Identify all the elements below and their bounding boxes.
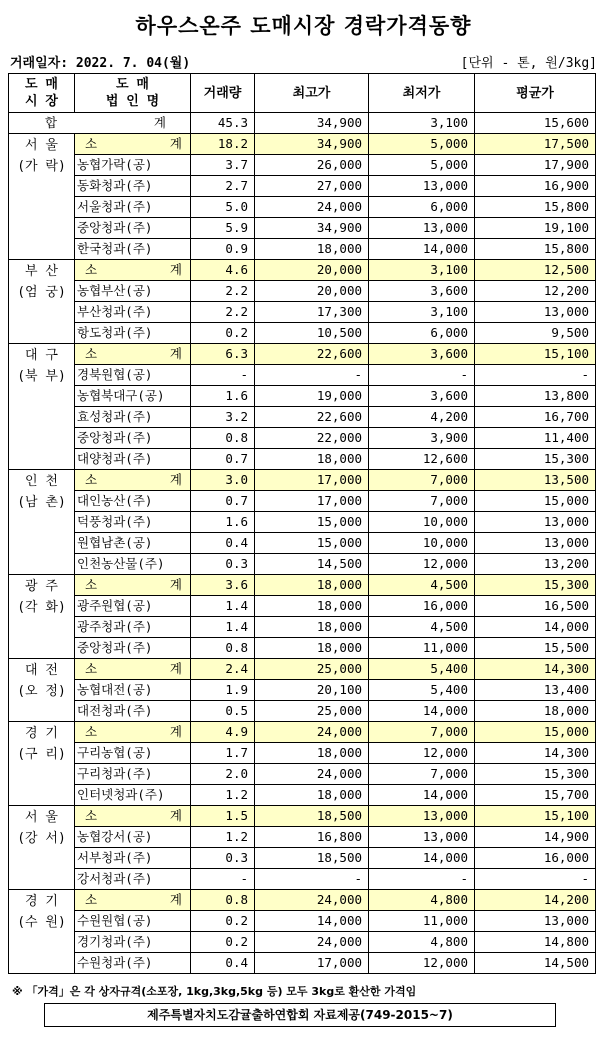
cell-max: 22,600 [255, 407, 369, 428]
table-row [9, 953, 596, 974]
cell-min: - [369, 365, 475, 386]
company-name: 경북원협(공) [75, 365, 191, 386]
cell-min: 12,000 [369, 953, 475, 974]
subtotal-volume: 2.4 [191, 659, 255, 680]
subtotal-avg: 17,500 [475, 134, 596, 155]
cell-min: 12,000 [369, 743, 475, 764]
subtotal-row [9, 659, 596, 680]
cell-avg: 16,700 [475, 407, 596, 428]
cell-avg: 15,700 [475, 785, 596, 806]
cell-max: 18,000 [255, 617, 369, 638]
cell-max: 18,000 [255, 638, 369, 659]
subtotal-row [9, 575, 596, 596]
cell-max: 15,000 [255, 512, 369, 533]
cell-min: 4,800 [369, 932, 475, 953]
cell-min: 11,000 [369, 911, 475, 932]
cell-min: 12,600 [369, 449, 475, 470]
header-company: 도 매 법 인 명 [75, 74, 191, 113]
cell-volume: 2.2 [191, 302, 255, 323]
company-name: 광주원협(공) [75, 596, 191, 617]
subtotal-label: 소 계 [75, 260, 191, 281]
company-name: 수원청과(주) [75, 953, 191, 974]
cell-max: - [255, 365, 369, 386]
table-row [9, 512, 596, 533]
cell-volume: 0.8 [191, 428, 255, 449]
cell-volume: 5.9 [191, 218, 255, 239]
table-row [9, 155, 596, 176]
cell-volume: - [191, 365, 255, 386]
subtotal-min: 4,800 [369, 890, 475, 911]
subtotal-volume: 4.9 [191, 722, 255, 743]
cell-min: 13,000 [369, 218, 475, 239]
region-name: 경 기 (수 원) [9, 890, 75, 974]
cell-max: 18,000 [255, 239, 369, 260]
subtotal-max: 18,000 [255, 575, 369, 596]
subtotal-label: 소 계 [75, 470, 191, 491]
header-volume: 거래량 [191, 74, 255, 113]
subtotal-volume: 18.2 [191, 134, 255, 155]
company-name: 항도청과(주) [75, 323, 191, 344]
cell-min: 14,000 [369, 239, 475, 260]
trade-date: 거래일자: 2022. 7. 04(월) [10, 56, 191, 71]
cell-avg: 14,900 [475, 827, 596, 848]
cell-volume: 1.4 [191, 596, 255, 617]
subtotal-label: 소 계 [75, 722, 191, 743]
subtotal-label: 소 계 [75, 134, 191, 155]
source-box: 제주특별자치도감귤출하연합회 자료제공(749-2015~7) [44, 1003, 556, 1027]
cell-volume: - [191, 869, 255, 890]
cell-volume: 0.5 [191, 701, 255, 722]
cell-min: 4,500 [369, 617, 475, 638]
cell-min: 3,600 [369, 386, 475, 407]
table-row [9, 323, 596, 344]
subtotal-min: 3,600 [369, 344, 475, 365]
report-subheader [10, 52, 597, 70]
table-row [9, 785, 596, 806]
cell-min: 16,000 [369, 596, 475, 617]
table-row [9, 239, 596, 260]
cell-volume: 0.3 [191, 554, 255, 575]
cell-avg: - [475, 365, 596, 386]
company-name: 강서청과(주) [75, 869, 191, 890]
table-row [9, 638, 596, 659]
cell-min: 5,000 [369, 155, 475, 176]
cell-max: 10,500 [255, 323, 369, 344]
cell-avg: 13,800 [475, 386, 596, 407]
subtotal-avg: 14,300 [475, 659, 596, 680]
cell-max: 17,000 [255, 953, 369, 974]
cell-volume: 0.4 [191, 953, 255, 974]
subtotal-min: 7,000 [369, 722, 475, 743]
region-name: 대 전 (오 정) [9, 659, 75, 722]
cell-min: 4,200 [369, 407, 475, 428]
price-table [8, 73, 596, 974]
subtotal-label: 소 계 [75, 659, 191, 680]
cell-avg: 11,400 [475, 428, 596, 449]
cell-max: 15,000 [255, 533, 369, 554]
cell-min: 7,000 [369, 764, 475, 785]
company-name: 대양청과(주) [75, 449, 191, 470]
subtotal-max: 34,900 [255, 134, 369, 155]
table-row [9, 743, 596, 764]
subtotal-label: 소 계 [75, 890, 191, 911]
total-avg: 15,600 [475, 113, 596, 134]
cell-max: 24,000 [255, 197, 369, 218]
cell-volume: 0.2 [191, 911, 255, 932]
region-name: 서 울 (강 서) [9, 806, 75, 890]
cell-volume: 5.0 [191, 197, 255, 218]
cell-avg: 15,300 [475, 764, 596, 785]
cell-avg: 16,500 [475, 596, 596, 617]
subtotal-row [9, 722, 596, 743]
subtotal-min: 4,500 [369, 575, 475, 596]
total-max: 34,900 [255, 113, 369, 134]
unit-label: [단위 - 톤, 원/3kg] [460, 56, 597, 71]
cell-max: 14,000 [255, 911, 369, 932]
cell-max: 14,500 [255, 554, 369, 575]
cell-max: 27,000 [255, 176, 369, 197]
cell-volume: 1.2 [191, 785, 255, 806]
cell-min: 3,900 [369, 428, 475, 449]
company-name: 대인농산(주) [75, 491, 191, 512]
company-name: 동화청과(주) [75, 176, 191, 197]
cell-max: 18,500 [255, 848, 369, 869]
cell-volume: 0.7 [191, 449, 255, 470]
header-market: 도 매 시 장 [9, 74, 75, 113]
total-row [9, 113, 596, 134]
cell-avg: 14,500 [475, 953, 596, 974]
cell-avg: - [475, 869, 596, 890]
cell-avg: 15,000 [475, 491, 596, 512]
subtotal-label: 소 계 [75, 806, 191, 827]
cell-max: 17,000 [255, 491, 369, 512]
cell-max: 26,000 [255, 155, 369, 176]
cell-avg: 15,800 [475, 239, 596, 260]
cell-min: 10,000 [369, 512, 475, 533]
cell-volume: 0.2 [191, 932, 255, 953]
table-row [9, 764, 596, 785]
cell-volume: 0.2 [191, 323, 255, 344]
region-name: 광 주 (각 화) [9, 575, 75, 659]
subtotal-min: 5,000 [369, 134, 475, 155]
table-row [9, 302, 596, 323]
subtotal-max: 18,500 [255, 806, 369, 827]
table-row [9, 911, 596, 932]
cell-max: 20,000 [255, 281, 369, 302]
table-row [9, 428, 596, 449]
table-row [9, 617, 596, 638]
region-name: 부 산 (엄 궁) [9, 260, 75, 344]
cell-max: 20,100 [255, 680, 369, 701]
subtotal-label: 소 계 [75, 575, 191, 596]
cell-min: 7,000 [369, 491, 475, 512]
subtotal-volume: 0.8 [191, 890, 255, 911]
subtotal-max: 24,000 [255, 890, 369, 911]
subtotal-max: 17,000 [255, 470, 369, 491]
table-row [9, 407, 596, 428]
footnote: ※ 「가격」은 각 상자규격(소포장, 1kg,3kg,5kg 등) 모두 3kg로 환산한 가격임 [12, 985, 417, 998]
subtotal-row [9, 806, 596, 827]
subtotal-min: 13,000 [369, 806, 475, 827]
cell-min: 13,000 [369, 827, 475, 848]
cell-min: 5,400 [369, 680, 475, 701]
region-name: 서 울 (가 락) [9, 134, 75, 260]
cell-volume: 1.6 [191, 386, 255, 407]
company-name: 부산청과(주) [75, 302, 191, 323]
cell-avg: 13,000 [475, 911, 596, 932]
subtotal-max: 25,000 [255, 659, 369, 680]
cell-avg: 13,000 [475, 302, 596, 323]
table-row [9, 449, 596, 470]
company-name: 서울청과(주) [75, 197, 191, 218]
table-header-row [9, 74, 596, 113]
cell-volume: 0.7 [191, 491, 255, 512]
company-name: 구리청과(주) [75, 764, 191, 785]
region-name: 대 구 (북 부) [9, 344, 75, 470]
cell-avg: 14,000 [475, 617, 596, 638]
subtotal-volume: 6.3 [191, 344, 255, 365]
subtotal-min: 3,100 [369, 260, 475, 281]
company-name: 인터넷청과(주) [75, 785, 191, 806]
cell-max: 18,000 [255, 449, 369, 470]
company-name: 효성청과(주) [75, 407, 191, 428]
cell-volume: 1.2 [191, 827, 255, 848]
cell-max: 18,000 [255, 596, 369, 617]
table-row [9, 596, 596, 617]
company-name: 대전청과(주) [75, 701, 191, 722]
region-name: 인 천 (남 촌) [9, 470, 75, 575]
cell-avg: 13,000 [475, 512, 596, 533]
subtotal-avg: 14,200 [475, 890, 596, 911]
company-name: 수원원협(공) [75, 911, 191, 932]
company-name: 경기청과(주) [75, 932, 191, 953]
total-min: 3,100 [369, 113, 475, 134]
cell-volume: 1.9 [191, 680, 255, 701]
company-name: 농협강서(공) [75, 827, 191, 848]
cell-avg: 15,500 [475, 638, 596, 659]
company-name: 중앙청과(주) [75, 218, 191, 239]
cell-avg: 13,400 [475, 680, 596, 701]
cell-min: - [369, 869, 475, 890]
table-row [9, 533, 596, 554]
cell-min: 12,000 [369, 554, 475, 575]
cell-max: 34,900 [255, 218, 369, 239]
cell-min: 10,000 [369, 533, 475, 554]
table-row [9, 281, 596, 302]
table-row [9, 365, 596, 386]
table-row [9, 701, 596, 722]
company-name: 중앙청과(주) [75, 638, 191, 659]
subtotal-volume: 3.0 [191, 470, 255, 491]
cell-avg: 16,000 [475, 848, 596, 869]
header-max: 최고가 [255, 74, 369, 113]
cell-avg: 14,300 [475, 743, 596, 764]
header-min: 최저가 [369, 74, 475, 113]
header-avg: 평균가 [475, 74, 596, 113]
cell-min: 14,000 [369, 848, 475, 869]
cell-volume: 3.7 [191, 155, 255, 176]
table-row [9, 869, 596, 890]
total-volume: 45.3 [191, 113, 255, 134]
subtotal-avg: 15,100 [475, 344, 596, 365]
table-row [9, 932, 596, 953]
subtotal-label: 소 계 [75, 344, 191, 365]
table-row [9, 680, 596, 701]
cell-max: 16,800 [255, 827, 369, 848]
subtotal-volume: 1.5 [191, 806, 255, 827]
company-name: 덕풍청과(주) [75, 512, 191, 533]
cell-avg: 13,200 [475, 554, 596, 575]
cell-min: 3,100 [369, 302, 475, 323]
company-name: 농협대전(공) [75, 680, 191, 701]
table-row [9, 218, 596, 239]
cell-volume: 3.2 [191, 407, 255, 428]
company-name: 구리농협(공) [75, 743, 191, 764]
cell-max: 18,000 [255, 785, 369, 806]
subtotal-volume: 3.6 [191, 575, 255, 596]
cell-volume: 2.2 [191, 281, 255, 302]
company-name: 한국청과(주) [75, 239, 191, 260]
table-row [9, 491, 596, 512]
cell-volume: 1.7 [191, 743, 255, 764]
cell-min: 13,000 [369, 176, 475, 197]
table-row [9, 848, 596, 869]
cell-avg: 14,800 [475, 932, 596, 953]
company-name: 인천농산물(주) [75, 554, 191, 575]
subtotal-max: 24,000 [255, 722, 369, 743]
company-name: 농협부산(공) [75, 281, 191, 302]
subtotal-avg: 12,500 [475, 260, 596, 281]
company-name: 원협남촌(공) [75, 533, 191, 554]
subtotal-row [9, 260, 596, 281]
table-row [9, 827, 596, 848]
cell-avg: 19,100 [475, 218, 596, 239]
cell-max: 24,000 [255, 932, 369, 953]
table-row [9, 554, 596, 575]
region-name: 경 기 (구 리) [9, 722, 75, 806]
cell-max: 17,300 [255, 302, 369, 323]
subtotal-row [9, 344, 596, 365]
company-name: 농협가락(공) [75, 155, 191, 176]
company-name: 서부청과(주) [75, 848, 191, 869]
subtotal-volume: 4.6 [191, 260, 255, 281]
cell-avg: 13,000 [475, 533, 596, 554]
cell-avg: 15,300 [475, 449, 596, 470]
cell-avg: 16,900 [475, 176, 596, 197]
page-title: 하우스온주 도매시장 경락가격동향 [135, 14, 472, 38]
cell-max: 24,000 [255, 764, 369, 785]
cell-min: 14,000 [369, 785, 475, 806]
cell-max: 19,000 [255, 386, 369, 407]
subtotal-avg: 13,500 [475, 470, 596, 491]
cell-min: 14,000 [369, 701, 475, 722]
company-name: 농협북대구(공) [75, 386, 191, 407]
subtotal-avg: 15,300 [475, 575, 596, 596]
cell-max: 22,000 [255, 428, 369, 449]
subtotal-avg: 15,100 [475, 806, 596, 827]
cell-volume: 2.7 [191, 176, 255, 197]
cell-min: 3,600 [369, 281, 475, 302]
company-name: 광주청과(주) [75, 617, 191, 638]
subtotal-max: 20,000 [255, 260, 369, 281]
cell-volume: 2.0 [191, 764, 255, 785]
table-row [9, 197, 596, 218]
cell-min: 6,000 [369, 323, 475, 344]
cell-min: 11,000 [369, 638, 475, 659]
cell-avg: 18,000 [475, 701, 596, 722]
subtotal-row [9, 890, 596, 911]
subtotal-row [9, 470, 596, 491]
cell-volume: 0.4 [191, 533, 255, 554]
cell-volume: 0.8 [191, 638, 255, 659]
subtotal-max: 22,600 [255, 344, 369, 365]
cell-max: 18,000 [255, 743, 369, 764]
subtotal-avg: 15,000 [475, 722, 596, 743]
cell-max: - [255, 869, 369, 890]
cell-min: 6,000 [369, 197, 475, 218]
total-label: 합 계 [9, 113, 191, 134]
cell-volume: 0.3 [191, 848, 255, 869]
table-row [9, 176, 596, 197]
cell-volume: 1.6 [191, 512, 255, 533]
cell-avg: 17,900 [475, 155, 596, 176]
cell-avg: 9,500 [475, 323, 596, 344]
subtotal-row [9, 134, 596, 155]
subtotal-min: 7,000 [369, 470, 475, 491]
subtotal-min: 5,400 [369, 659, 475, 680]
cell-volume: 0.9 [191, 239, 255, 260]
table-row [9, 386, 596, 407]
company-name: 중앙청과(주) [75, 428, 191, 449]
cell-avg: 12,200 [475, 281, 596, 302]
cell-volume: 1.4 [191, 617, 255, 638]
cell-avg: 15,800 [475, 197, 596, 218]
cell-max: 25,000 [255, 701, 369, 722]
